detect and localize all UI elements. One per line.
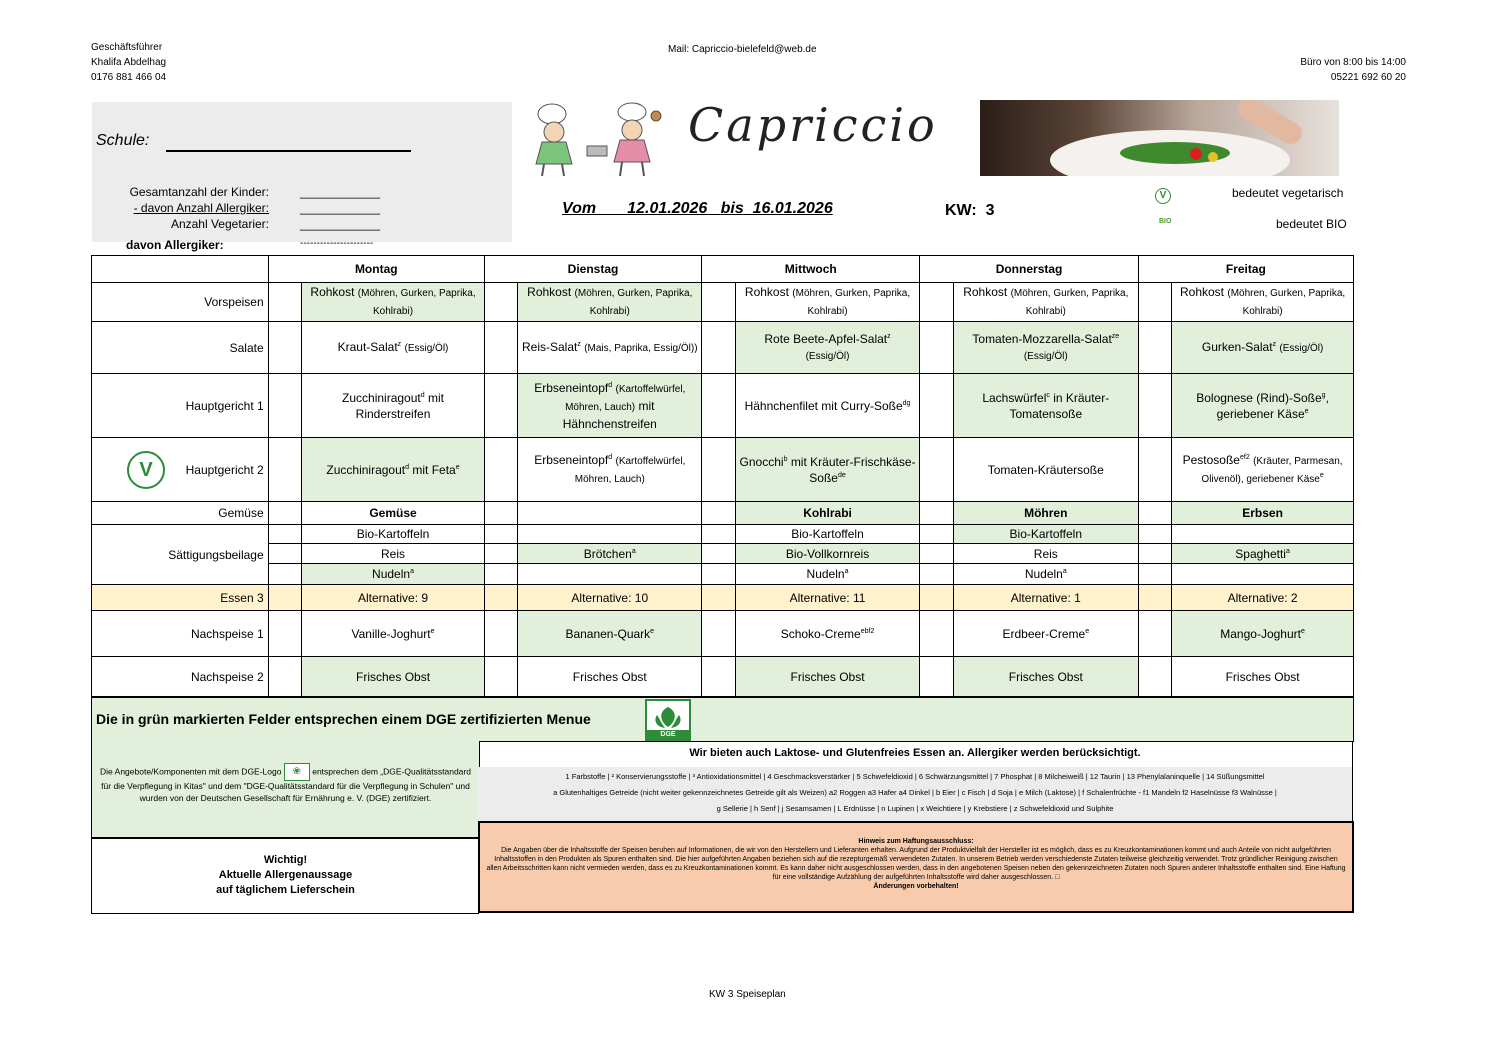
cell-tue	[518, 544, 702, 564]
day-monday: Montag	[268, 256, 484, 283]
office-phone: 05221 692 60 20	[1330, 72, 1406, 83]
cell-fri	[1172, 525, 1354, 544]
marker-cell	[484, 374, 518, 438]
dish-name: Vanille-Joghurt	[351, 626, 431, 641]
row-gemuese	[92, 502, 1354, 525]
cell-mon	[302, 322, 485, 374]
cell-tue	[518, 611, 702, 657]
disclaimer-title: Hinweis zum Haftungsausschluss:	[858, 838, 974, 845]
marker-cell	[702, 283, 736, 322]
menu-table	[91, 255, 1354, 697]
allergen-code: a	[410, 568, 414, 575]
dish-name: Tomaten-Kräutersoße	[987, 462, 1104, 477]
cell-thu	[953, 611, 1138, 657]
marker-cell	[484, 564, 518, 585]
dge-banner	[91, 697, 1354, 742]
vegetarian-icon: V	[127, 451, 165, 489]
manager-phone: 0176 881 466 04	[91, 72, 167, 83]
period	[562, 200, 833, 218]
legend-bio: bedeutet BIO	[1276, 217, 1347, 231]
allergen-code: z	[1272, 340, 1277, 348]
legend-veg: bedeutet vegetarisch	[1232, 186, 1344, 200]
marker-cell	[484, 502, 518, 525]
cell-thu: Alternative: 1	[953, 585, 1138, 611]
marker-cell	[702, 502, 736, 525]
allergen-code: e	[1319, 471, 1324, 479]
dish-name: Nudeln	[806, 567, 845, 581]
cell-thu: Reis	[953, 544, 1138, 564]
marker-cell	[1138, 283, 1172, 322]
dish-detail: (Essig/Öl)	[1023, 350, 1068, 362]
allergen-code: ze	[1111, 332, 1120, 340]
dish-name: Tomaten-Mozzarella-Salat	[972, 331, 1112, 346]
dish-side: mit Hähnchenstreifen	[562, 398, 657, 431]
marker-cell	[484, 585, 518, 611]
marker-cell	[1138, 525, 1172, 544]
dge-logo	[645, 699, 691, 741]
allergen-code: a	[631, 547, 636, 555]
dish-detail: (Essig/Öl)	[805, 350, 850, 362]
cell-thu	[953, 322, 1138, 374]
cell-wed: Alternative: 11	[735, 585, 920, 611]
marker-cell	[484, 657, 518, 697]
marker-cell	[1138, 585, 1172, 611]
marker-cell	[484, 611, 518, 657]
dge-info-b: entsprechen dem „DGE-Qualitätsstandard für die Verpflegung in Kitas" und dem "DGE-Qualitätsstandard für die Verpflegung in Schulen" und wurden von der Deutschen Gesellschaft für Ernährung e. V. (DGE) zertifiziert.	[101, 766, 471, 803]
count-labels	[92, 184, 269, 232]
dge-banner-text: Die in grün markierten Felder entsprechen einem DGE zertifizierten Menue	[96, 711, 591, 727]
mail-address: Mail: Capriccio-bielefeld@web.de	[668, 44, 817, 55]
dish-side: mit Kräuter-Frischkäse-Soße	[790, 454, 916, 485]
bio-icon: BIO	[1159, 218, 1172, 225]
allergen-code: g	[1321, 391, 1326, 399]
cell-mon: Reis	[302, 544, 485, 564]
cell-thu	[953, 564, 1138, 585]
cell-fri: Alternative: 2	[1172, 585, 1354, 611]
cell-fri	[1172, 611, 1354, 657]
office-block	[1300, 55, 1406, 85]
day-friday: Freitag	[1138, 256, 1353, 283]
veg-allergic-blank[interactable]: ----------------------	[300, 238, 374, 249]
dish-name: Rohkost	[1179, 285, 1225, 299]
allergen-code: dg	[902, 399, 911, 407]
dish-name: Pestosoße	[1182, 452, 1240, 467]
dish-detail: (Kräuter, Parmesan, Olivenöl), geriebener Käse	[1201, 455, 1343, 485]
row-label: Essen 3	[92, 585, 269, 611]
dish-side: , geriebener Käse	[1216, 390, 1329, 421]
dish-detail: (Essig/Öl)	[1279, 342, 1324, 354]
cell-mon	[302, 374, 485, 438]
dish-detail: (Essig/Öl)	[404, 342, 449, 354]
period-to: 16.01.2026	[752, 200, 833, 217]
dish-name: Hähnchenfilet mit Curry-Soße	[744, 398, 903, 413]
dge-small-logo-icon: ❀	[284, 763, 310, 781]
marker-cell	[702, 611, 736, 657]
row-vorspeisen	[92, 283, 1354, 322]
cell-wed	[735, 564, 920, 585]
allergen-code: e	[650, 627, 655, 635]
dish-name: Rote Beete-Apfel-Salat	[764, 331, 888, 346]
marker-cell	[920, 322, 954, 374]
dish-name: Nudeln	[372, 567, 411, 581]
veg-label: Anzahl Vegetarier:	[170, 217, 269, 231]
dish-name: Nudeln	[1024, 567, 1063, 581]
kw-label: KW:	[945, 202, 977, 219]
period-from-label: Vom	[562, 200, 597, 217]
marker-cell	[920, 585, 954, 611]
dish-name: Brötchen	[583, 546, 632, 561]
marker-cell	[920, 525, 954, 544]
cell-thu: Möhren	[953, 502, 1138, 525]
day-wednesday: Mittwoch	[702, 256, 920, 283]
cell-fri: Erbsen	[1172, 502, 1354, 525]
kids-blank[interactable]: ____________	[300, 185, 381, 199]
kw-value: 3	[985, 202, 995, 219]
week-number	[945, 202, 995, 220]
marker-cell	[1138, 502, 1172, 525]
marker-cell	[268, 502, 302, 525]
cell-wed: Kohlrabi	[735, 502, 920, 525]
cell-mon	[302, 438, 485, 502]
allergic-blank[interactable]: ____________	[300, 201, 381, 215]
dge-logo-text: DGE	[647, 730, 689, 739]
cell-mon	[302, 283, 485, 322]
marker-cell	[702, 544, 736, 564]
count-blanks[interactable]	[300, 184, 380, 232]
dish-name: Kraut-Salat	[337, 339, 398, 354]
allergen-code: e	[455, 463, 460, 471]
important-line-2: Aktuelle Allergenaussage	[218, 869, 353, 881]
dish-detail: (Mais, Paprika, Essig/Öl))	[584, 342, 698, 354]
marker-cell	[1138, 611, 1172, 657]
cell-mon: Gemüse	[302, 502, 485, 525]
allergen-line-2: a Glutenhaltiges Getreide (nicht weiter gekennzeichnetes Getreide gilt als Weizen) a2 Roggen a3 Hafer a4 Dinkel | b Eier | c Fisch | d Soja | e Milch (Laktose) | f Schalenfrüchte - f1 Mandeln f2 Haselnüsse f3 Walnüsse |	[553, 788, 1277, 797]
row-essen-3	[92, 585, 1354, 611]
dish-name: Gnocchi	[739, 454, 784, 469]
marker-cell	[920, 374, 954, 438]
important-box	[91, 837, 479, 914]
cell-thu: Frisches Obst	[953, 657, 1138, 697]
cell-mon: Bio-Kartoffeln	[302, 525, 485, 544]
cell-fri: Frisches Obst	[1172, 657, 1354, 697]
cell-wed	[735, 438, 920, 502]
corner-cell	[92, 256, 269, 283]
dish-name: Gurken-Salat	[1201, 339, 1273, 354]
allergen-code: c	[1046, 391, 1050, 399]
marker-cell	[920, 611, 954, 657]
cell-fri	[1172, 283, 1354, 322]
cell-tue	[518, 438, 702, 502]
marker-cell	[268, 611, 302, 657]
chefs-illustration	[532, 102, 662, 178]
cell-tue: Frisches Obst	[518, 657, 702, 697]
dish-name: Mango-Joghurt	[1220, 626, 1301, 641]
disclaimer-footer: Änderungen vorbehalten!	[873, 883, 959, 890]
allergen-code: a	[1062, 568, 1067, 575]
dish-name: Erbseneintopf	[534, 452, 609, 467]
marker-cell	[702, 564, 736, 585]
cell-fri	[1172, 438, 1354, 502]
row-label: Vorspeisen	[92, 283, 269, 322]
allergy-box	[478, 741, 1353, 822]
dish-detail: (Möhren, Gurken, Paprika, Kohlrabi)	[792, 288, 911, 317]
row-hauptgericht-1	[92, 374, 1354, 438]
marker-cell	[268, 525, 302, 544]
marker-cell	[1138, 374, 1172, 438]
allergen-code: z	[577, 340, 581, 348]
marker-cell	[268, 564, 302, 585]
disclaimer-body: Die Angaben über die Inhaltsstoffe der Speisen beruhen auf Informationen, die wir von den Herstellern und Lieferanten erhalten. Aufgrund der Produktvielfalt der Hersteller ist es möglich, dass es zu Kreuzkontaminationen kommt und auch Anteile von nicht aufgeführten Inhaltsstoffen in den Produkten als Spuren enthalten sind. Die hier aufgeführten Angaben beziehen sich auf die rezepturgemäß verwendeten Zutaten. In unserem Betrieb werden verschiedenste Zutaten teilweise gleichzeitig verwendet. Trotz gründlicher Reinigung zwischen allen Arbeitsschritten kann nicht vermieden werden, dass es zu Kreuzkontaminationen kommt. Es kann daher nicht ausgeschlossen werden, dass in den angebotenen Speisen neben den gekennzeichneten Zutaten noch Spuren anderer Inhaltsstoffe enthalten sind. Eine Haftung für eine vollständige Aufzählung der aufgeführten Inhaltsstoffe wird daher ausgeschlossen. □	[486, 847, 1346, 881]
cell-wed: Bio-Vollkornreis	[735, 544, 920, 564]
row-salate	[92, 322, 1354, 374]
dish-name: Erbseneintopf	[534, 380, 609, 395]
allergen-code: ebf2	[860, 627, 875, 635]
cell-mon: Frisches Obst	[302, 657, 485, 697]
dish-name: Schoko-Creme	[780, 626, 861, 641]
allergen-code: e	[430, 627, 435, 635]
dish-name: Lachswürfel	[982, 390, 1047, 405]
marker-cell	[484, 525, 518, 544]
cell-thu	[953, 374, 1138, 438]
marker-cell	[1138, 657, 1172, 697]
marker-cell	[920, 438, 954, 502]
manager-title: Geschäftsführer	[91, 42, 163, 53]
important-line-1: Wichtig!	[263, 854, 308, 866]
allergen-code: d	[420, 391, 425, 399]
day-thursday: Donnerstag	[920, 256, 1138, 283]
row-label: Nachspeise 1	[92, 611, 269, 657]
row-label: Salate	[92, 322, 269, 374]
dish-name: Bananen-Quark	[565, 626, 651, 641]
cell-wed	[735, 611, 920, 657]
dish-detail: (Möhren, Gurken, Paprika, Kohlrabi)	[574, 288, 693, 317]
dish-name: Zucchiniragout	[342, 390, 421, 405]
row-nachspeise-2	[92, 657, 1354, 697]
marker-cell	[702, 322, 736, 374]
marker-cell	[268, 657, 302, 697]
marker-cell	[702, 525, 736, 544]
allergen-line-1: 1 Farbstoffe | ² Konservierungsstoffe | ³ Antioxidationsmittel | 4 Geschmacksverstärker | 5 Schwefeldioxid | 6 Schwärzungsmittel | 7 Phosphat | 8 Milcheiweiß | 12 Taurin | 13 Phenylalaninquelle | 14 Süßungsmittel	[565, 772, 1265, 781]
page-footer: KW 3 Speiseplan	[709, 989, 786, 1000]
dge-info-a: Die Angebote/Komponenten mit dem DGE-Logo	[100, 766, 282, 777]
cell-wed: Frisches Obst	[735, 657, 920, 697]
cell-thu: Bio-Kartoffeln	[953, 525, 1138, 544]
dish-name: Rohkost	[310, 285, 355, 299]
allergen-code: d	[608, 453, 613, 461]
cell-tue	[518, 502, 702, 525]
dish-detail: (Möhren, Gurken, Paprika, Kohlrabi)	[357, 288, 476, 317]
marker-cell	[702, 585, 736, 611]
cell-fri	[1172, 322, 1354, 374]
marker-cell	[484, 544, 518, 564]
row-hauptgericht-2	[92, 438, 1354, 502]
row-saettigung-1	[92, 525, 1354, 544]
cell-tue	[518, 525, 702, 544]
allergen-code: ef2	[1239, 453, 1250, 461]
marker-cell	[1138, 438, 1172, 502]
manager-block	[91, 40, 166, 85]
veg-allergic-label: davon Allergiker:	[126, 238, 224, 252]
allergen-code: z	[887, 332, 891, 340]
marker-cell	[268, 585, 302, 611]
dish-name: Rohkost	[963, 285, 1008, 299]
brand-logo: Capriccio	[688, 98, 938, 152]
dish-detail: (Möhren, Gurken, Paprika, Kohlrabi)	[1010, 288, 1129, 317]
marker-cell	[268, 283, 302, 322]
veg-blank[interactable]: ____________	[300, 217, 381, 231]
allergen-code: e	[1300, 627, 1305, 635]
marker-cell	[1138, 564, 1172, 585]
dish-name: Rohkost	[527, 285, 572, 299]
row-label: Hauptgericht 2	[185, 462, 264, 477]
marker-cell	[702, 374, 736, 438]
allergy-title: Wir bieten auch Laktose- und Glutenfreies Essen an. Allergiker werden berücksichtigt.	[689, 747, 1141, 759]
cell-wed	[735, 283, 920, 322]
row-label: Gemüse	[92, 502, 269, 525]
cell-wed: Bio-Kartoffeln	[735, 525, 920, 544]
allergen-code: e	[1085, 627, 1090, 635]
allergen-line-3: g Sellerie | h Senf | j Sesamsamen | L Erdnüsse | n Lupinen | x Weichtiere | y Krebstiere | z Schwefeldioxid und Sulphite	[716, 804, 1114, 813]
marker-cell	[920, 564, 954, 585]
kids-label: Gesamtanzahl der Kinder:	[129, 185, 269, 199]
dish-name: Reis-Salat	[521, 339, 578, 354]
dish-side: mit Rinderstreifen	[355, 390, 444, 421]
cell-tue	[518, 283, 702, 322]
cell-tue	[518, 374, 702, 438]
marker-cell	[702, 657, 736, 697]
marker-cell	[702, 438, 736, 502]
marker-cell	[1138, 322, 1172, 374]
food-photo	[980, 100, 1339, 176]
marker-cell	[1138, 544, 1172, 564]
marker-cell	[484, 438, 518, 502]
period-to-label: bis	[720, 200, 744, 217]
school-input-line[interactable]	[166, 150, 411, 152]
row-label-veg	[92, 438, 269, 502]
allergen-code: z	[397, 340, 402, 348]
cell-wed	[735, 374, 920, 438]
cell-tue: Alternative: 10	[518, 585, 702, 611]
cell-tue	[518, 564, 702, 585]
dish-detail: (Kartoffelwürfel, Möhren, Lauch)	[574, 455, 686, 485]
dish-name: Spaghetti	[1235, 546, 1286, 561]
cell-mon: Alternative: 9	[302, 585, 485, 611]
row-saettigung-3	[92, 564, 1354, 585]
marker-cell	[484, 322, 518, 374]
dish-name: Bolognese (Rind)-Soße	[1196, 390, 1322, 405]
marker-cell	[268, 322, 302, 374]
marker-cell	[920, 502, 954, 525]
allergen-code: a	[844, 568, 849, 575]
cell-fri	[1172, 544, 1354, 564]
allergic-label: - davon Anzahl Allergiker:	[133, 201, 269, 215]
cell-fri	[1172, 374, 1354, 438]
marker-cell	[268, 438, 302, 502]
row-label: Sättigungsbeilage	[92, 525, 269, 585]
dish-name: Rohkost	[744, 285, 789, 299]
office-hours: Büro von 8:00 bis 14:00	[1300, 57, 1406, 68]
period-from: 12.01.2026	[627, 200, 708, 217]
marker-cell	[268, 374, 302, 438]
allergen-code: d	[608, 381, 613, 389]
cell-thu	[953, 283, 1138, 322]
dish-name: Zucchiniragout	[326, 462, 406, 477]
dge-info-box	[91, 741, 480, 838]
day-header-row	[92, 256, 1354, 283]
dge-info-text	[92, 741, 479, 804]
dish-side: mit Feta	[412, 462, 456, 477]
marker-cell	[920, 544, 954, 564]
marker-cell	[920, 283, 954, 322]
allergen-code: a	[1285, 547, 1290, 555]
dish-side: in Kräuter-Tomatensoße	[1009, 390, 1110, 421]
marker-cell	[484, 283, 518, 322]
marker-cell	[268, 544, 302, 564]
allergen-code: de	[837, 471, 846, 479]
row-label: Nachspeise 2	[92, 657, 269, 697]
allergen-code: d	[405, 463, 410, 471]
manager-name: Khalifa Abdelhag	[91, 57, 167, 68]
allergen-legend	[478, 767, 1352, 821]
marker-cell	[920, 657, 954, 697]
day-tuesday: Dienstag	[484, 256, 701, 283]
row-saettigung-2	[92, 544, 1354, 564]
allergen-code: b	[783, 455, 788, 463]
dish-detail: (Kartoffelwürfel, Möhren, Lauch)	[565, 383, 686, 413]
cell-wed	[735, 322, 920, 374]
vegetarian-icon: V	[1155, 188, 1171, 204]
cell-thu	[953, 438, 1138, 502]
cell-fri	[1172, 564, 1354, 585]
dish-name: Erdbeer-Creme	[1002, 626, 1086, 641]
important-line-3: auf täglichem Lieferschein	[216, 884, 355, 896]
cell-tue	[518, 322, 702, 374]
disclaimer-box	[478, 821, 1354, 913]
cell-mon	[302, 564, 485, 585]
dish-detail: (Möhren, Gurken, Paprika, Kohlrabi)	[1227, 288, 1346, 317]
school-label: Schule:	[96, 132, 150, 149]
cell-mon	[302, 611, 485, 657]
allergen-code: e	[1304, 407, 1309, 415]
row-nachspeise-1	[92, 611, 1354, 657]
row-label: Hauptgericht 1	[92, 374, 269, 438]
